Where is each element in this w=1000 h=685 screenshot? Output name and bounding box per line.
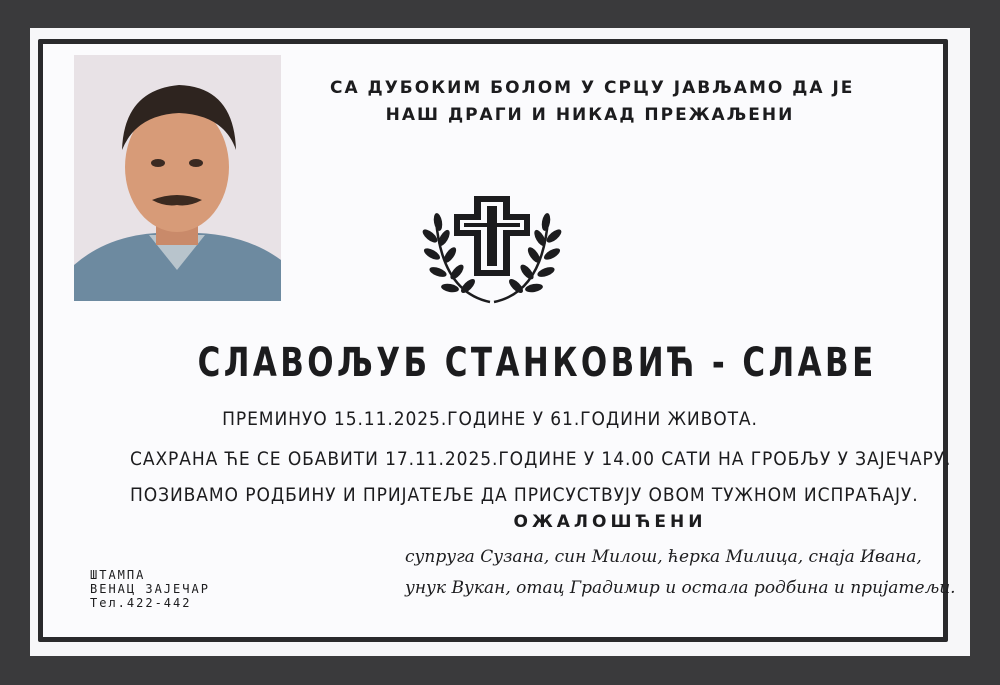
cross-with-laurel-icon [412, 192, 572, 312]
death-date-line: ПРЕМИНУО 15.11.2025.ГОДИНЕ У 61.ГОДИНИ ЖИВОТА. [222, 408, 758, 430]
printer-phone: Тел.422-442 [90, 596, 192, 610]
printer-name: ВЕНАЦ ЗАЈЕЧАР [90, 582, 210, 596]
intro-line-2: НАШ ДРАГИ И НИКАД ПРЕЖАЉЕНИ [385, 105, 795, 125]
intro-line-1: СА ДУБОКИМ БОЛОМ У СРЦУ ЈАВЉАМО ДА ЈЕ [330, 78, 855, 98]
deceased-name: СЛАВОЉУБ СТАНКОВИЋ - СЛАВЕ [197, 340, 877, 386]
portrait-photo [74, 55, 281, 301]
invitation-line: ПОЗИВАМО РОДБИНУ И ПРИЈАТЕЉЕ ДА ПРИСУСТВУЈУ ОВОМ ТУЖНОМ ИСПРАЋАЈУ. [130, 484, 919, 506]
mourners-heading: ОЖАЛОШЋЕНИ [513, 512, 707, 532]
funeral-details-line: САХРАНА ЋЕ СЕ ОБАВИТИ 17.11.2025.ГОДИНЕ У 14.00 САТИ НА ГРОБЉУ У ЗАЈЕЧАРУ. [130, 448, 952, 470]
family-line-2: унук Вукан, отац Градимир и остала родбина и пријатељи. [405, 578, 956, 598]
printer-label: ШТАМПА [90, 568, 146, 582]
family-line-1: супруга Сузана, син Милош, ћерка Милица, снаја Ивана, [405, 547, 922, 567]
